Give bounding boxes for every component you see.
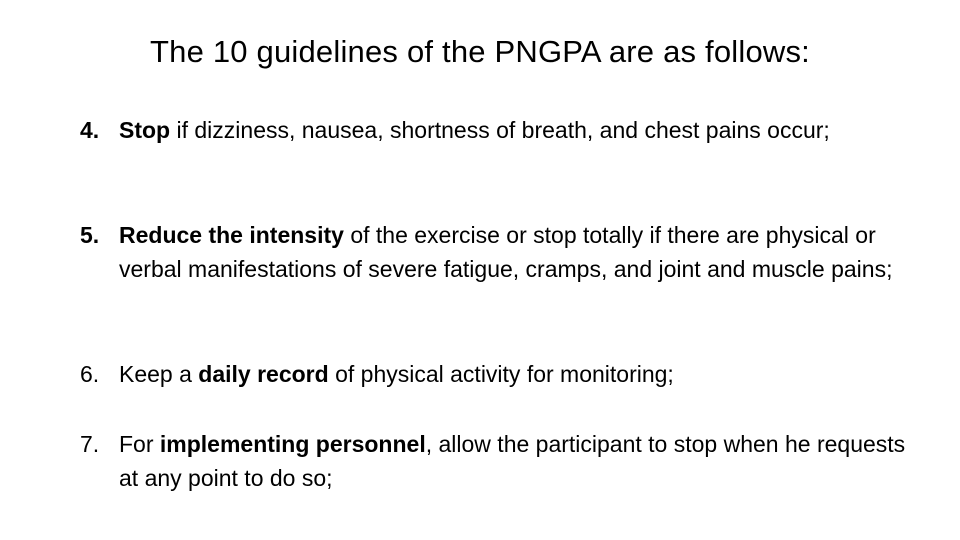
list-item-4 [80,113,920,147]
item-rest: if dizziness, nausea, shortness of breath, and chest pains occur; [170,117,830,143]
item-lead: For [119,431,160,457]
item-emphasis: Reduce the intensity [119,222,344,248]
item-number: 5. [80,222,100,248]
item-number: 7. [80,431,100,457]
item-text [119,218,919,286]
item-number: 6. [80,361,100,387]
item-text [119,357,919,391]
slide-title: The 10 guidelines of the PNGPA are as follows: [150,34,810,69]
item-emphasis: implementing personnel [159,431,426,457]
list-item-6 [80,357,920,391]
item-emphasis: Stop [119,117,171,143]
item-text [119,113,919,147]
item-number: 4. [80,117,100,143]
item-text [119,427,919,495]
item-rest: of the exercise or stop totally if there are physical or verbal manifestations of severe fatigue, cramps, and joint and muscle pains; [119,222,893,282]
item-emphasis: daily record [198,361,329,387]
list-item-5 [80,218,920,286]
item-rest: of physical activity for monitoring; [328,361,674,387]
item-rest: , allow the participant to stop when he requests at any point to do so; [119,431,906,491]
list-item-7 [80,427,920,495]
item-lead: Keep a [119,361,199,387]
